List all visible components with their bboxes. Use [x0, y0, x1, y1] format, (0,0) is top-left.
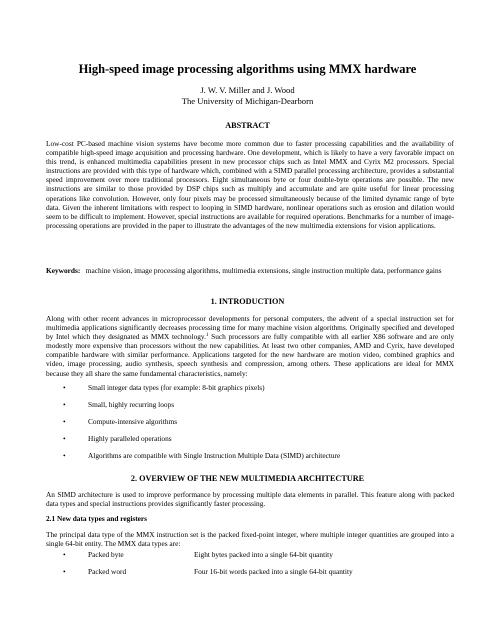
keywords-text: machine vision, image processing algorithms, multimedia extensions, single instruction multiple data, performance gains — [85, 266, 442, 275]
list-item — [63, 550, 463, 567]
list-item: • Small, highly recurring loops — [63, 400, 463, 417]
section-1-text-b: Such processors are fully compatible with all earlier X86 software and are only modestly more expensive than processors without the new capabilities. At least two other companies, AMD and Cyrix, have developed compatible hardware with similar performance. Applications targeted for the new hardware are motion video, combined graphics and video, image processing, audio synthesis, speech synthesis and compression, among others. These applications are ideal for MMX because they all share the same fundamental characteristics, namely: — [46, 332, 454, 378]
keywords — [46, 266, 454, 275]
authors: J. W. V. Miller and J. Wood — [200, 85, 295, 95]
subsection-2-1-text: The principal data type of the MMX instruction set is the packed fixed-point integer, where multiple integer quantities are grouped into a single 64-bit entity. The MMX data types are: — [46, 530, 454, 549]
section-1-text-a: Along with other recent advances in microprocessor developments for personal computers, the advent of a special instruction set for multimedia applications significantly decreases processing time for many machine vision algorithms. Originally specified and developed by Intel which they designated as MMX technology. — [46, 314, 454, 342]
list-item: • Algorithms are compatible with Single Instruction Multiple Data (SIMD) architecture — [63, 451, 463, 468]
type-description: Eight bytes packed into a single 64-bit quantity — [194, 550, 333, 559]
affiliation: The University of Michigan-Dearborn — [181, 95, 314, 106]
footnote-mark: 1 — [205, 333, 209, 339]
section-2-heading: 2. OVERVIEW OF THE NEW MULTIMEDIA ARCHITECTURE — [130, 474, 365, 483]
list-item: • Highly paralleled operations — [63, 434, 463, 451]
type-description: Four 16-bit words packed into a single 64-bit quantity — [194, 567, 353, 576]
list-item: • Compute-intensive algorithms — [63, 417, 463, 434]
section-2-text: An SIMD architecture is used to improve performance by processing multiple data elements in parallel. This feature along with packed data types and special instructions provides significantly faster processing. — [46, 490, 454, 509]
abstract-heading: ABSTRACT — [225, 121, 270, 130]
abstract-text: Low-cost PC-based machine vision systems have become more common due to faster processing capabilities and the availability of compatible high-speed image acquisition and processing hardware. One development, which is likely to have a very favorable impact on this trend, is enhanced multimedia capabilities present in new processor chips such as Intel MMX and Cyrix M2 processors. Special instructions are provided with this type of hardware which, combined with a SIMD parallel processing architecture, provides a substantial speed improvement over more traditional processors. Eight simultaneous byte or four double-byte operations are possible. The new instructions are similar to those provided by DSP chips such as multiply and accumulate and are quite useful for linear processing operations like convolution. However, only four pixels may be processed simultaneously because of the limited dynamic range of byte data. Given the inherent limitations with respect to looping in SIMD hardware, nonlinear operations such as erosion and dilation would seem to be difficult to implement. However, special instructions are available for required operations. Benchmarks for a number of image-processing operations are provided in the paper to illustrate the advantages of the new multimedia extensions for vision applications. — [46, 139, 454, 230]
list-item — [63, 567, 463, 584]
type-name: Packed byte — [88, 550, 124, 559]
type-name: Packed word — [88, 567, 127, 576]
paper-title: High-speed image processing algorithms using MMX hardware — [78, 62, 417, 76]
characteristics-list — [63, 383, 463, 468]
data-types-list — [63, 550, 463, 584]
section-1-heading: 1. INTRODUCTION — [210, 297, 285, 306]
subsection-2-1-heading: 2.1 New data types and registers — [46, 514, 148, 523]
list-item: • Small integer data types (for example: 8-bit graphics pixels) — [63, 383, 463, 400]
section-1-text — [46, 314, 454, 378]
author-block — [0, 85, 495, 106]
keywords-label: Keywords: — [46, 266, 81, 275]
